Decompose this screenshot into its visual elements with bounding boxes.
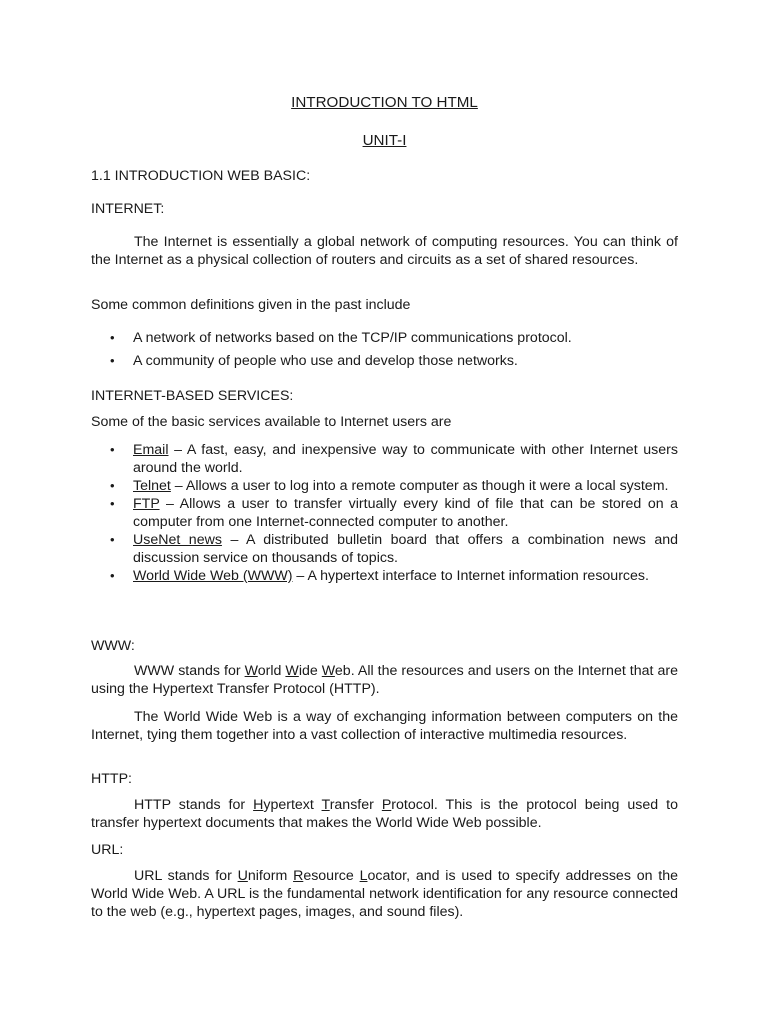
unit-heading: UNIT-I bbox=[362, 132, 407, 149]
service-desc: – A distributed bulletin board that offers a combination news and discussion service on thousands of topics. bbox=[133, 532, 679, 566]
www-heading: WWW: bbox=[91, 638, 135, 654]
services-list bbox=[91, 441, 678, 585]
acronym-letter: W bbox=[321, 663, 335, 679]
acronym-letter: W bbox=[285, 663, 299, 679]
service-desc: – Allows a user to log into a remote computer as though it were a local system. bbox=[170, 478, 669, 494]
url-paragraph bbox=[91, 867, 678, 921]
definitions-intro: Some common definitions given in the past include bbox=[91, 297, 411, 313]
list-item bbox=[91, 531, 678, 567]
service-term: Email bbox=[133, 442, 169, 458]
text: ocator, and is used to specify addresses on the World Wide Web. A URL is the fundamental network identification for any resource connected to the web (e.g., hypertext pages, images, and sound files). bbox=[91, 868, 679, 920]
list-item bbox=[91, 441, 678, 477]
service-desc: – A hypertext interface to Internet information resources. bbox=[292, 568, 649, 584]
text: orld bbox=[257, 663, 286, 679]
document-title: INTRODUCTION TO HTML bbox=[291, 94, 478, 111]
internet-heading: INTERNET: bbox=[91, 201, 165, 217]
url-heading: URL: bbox=[91, 842, 124, 858]
text: ypertext bbox=[263, 797, 322, 813]
acronym-letter: W bbox=[244, 663, 258, 679]
definitions-list bbox=[91, 329, 678, 370]
text: WWW stands for bbox=[134, 663, 245, 679]
http-paragraph bbox=[91, 796, 678, 832]
internet-paragraph: The Internet is essentially a global network of computing resources. You can think of the Internet as a physical collection of routers and circuits as a set of shared resources. bbox=[91, 234, 678, 268]
service-term: World Wide Web (WWW) bbox=[133, 568, 293, 584]
text: ide bbox=[298, 663, 322, 679]
list-item: • A community of people who use and develop those networks. bbox=[91, 352, 678, 370]
acronym-letter: T bbox=[321, 797, 330, 813]
www-paragraph-2: The World Wide Web is a way of exchanging information between computers on the Internet, tying them together into a vast collection of interactive multimedia resources. bbox=[91, 709, 678, 743]
list-item: • A network of networks based on the TCP/IP communications protocol. bbox=[91, 329, 678, 347]
acronym-letter: P bbox=[381, 797, 392, 813]
service-term: Telnet bbox=[133, 478, 171, 494]
service-desc: – A fast, easy, and inexpensive way to communicate with other Internet users around the world. bbox=[133, 442, 678, 476]
http-heading: HTTP: bbox=[91, 771, 132, 787]
text: eb. All the resources and users on the Internet that are using the Hypertext Transfer Protocol (HTTP). bbox=[91, 663, 678, 697]
text: esource bbox=[303, 868, 360, 884]
acronym-letter: R bbox=[293, 868, 304, 884]
text: URL stands for bbox=[134, 868, 238, 884]
list-item bbox=[91, 477, 678, 495]
section-heading-1-1: 1.1 INTRODUCTION WEB BASIC: bbox=[91, 168, 311, 184]
services-heading: INTERNET-BASED SERVICES: bbox=[91, 388, 294, 404]
acronym-letter: H bbox=[253, 797, 264, 813]
text: ransfer bbox=[329, 797, 382, 813]
acronym-letter: L bbox=[359, 868, 368, 884]
service-desc: – Allows a user to transfer virtually every kind of file that can be stored on a computer from one Internet-connected computer to another. bbox=[133, 496, 678, 530]
text: niform bbox=[247, 868, 294, 884]
list-item bbox=[91, 495, 678, 531]
text: rotocol. This is the protocol being used to transfer hypertext documents that makes the World Wide Web possible. bbox=[91, 797, 678, 831]
service-term: FTP bbox=[133, 496, 160, 512]
service-term: UseNet news bbox=[133, 532, 222, 548]
services-intro: Some of the basic services available to Internet users are bbox=[91, 414, 452, 430]
text: HTTP stands for bbox=[134, 797, 254, 813]
acronym-letter: U bbox=[237, 868, 248, 884]
list-item bbox=[91, 567, 678, 585]
www-paragraph-1 bbox=[91, 662, 678, 698]
